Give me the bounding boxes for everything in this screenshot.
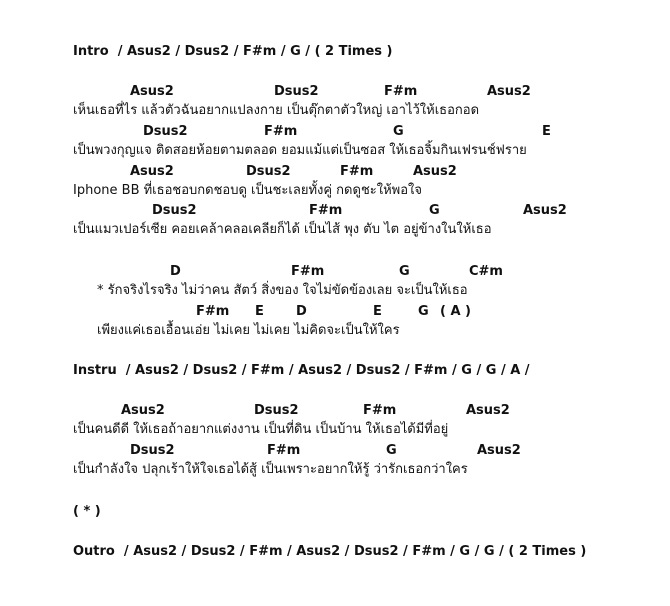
chord: Asus2	[121, 403, 165, 418]
chord: E	[542, 124, 551, 139]
chord: Dsus2	[143, 124, 188, 139]
lyric-line: เป็นกำลังใจ ปลุกเร้าให้ใจเธอได้สู้ เป็นเพราะอยากให้รู้ ว่ารักเธอกว่าใคร	[73, 462, 468, 477]
lyric-line: Iphone BB ที่เธอชอบกดชอบดู เป็นชะเลยทั้งคู่ กดดูชะให้พอใจ	[73, 183, 423, 198]
chord: F#m	[309, 203, 343, 218]
chord: F#m	[363, 403, 397, 418]
chord: E	[373, 304, 382, 319]
chord: Dsus2	[152, 203, 197, 218]
chord: F#m	[291, 264, 325, 279]
chord: Dsus2	[254, 403, 299, 418]
lyric-line: เห็นเธอที่ไร แล้วตัวฉันอยากแปลงกาย เป็นตุ๊กตาตัวใหญ่ เอาไว้ให้เธอกอด	[73, 103, 480, 118]
chord: G	[429, 203, 440, 218]
chord: Asus2	[466, 403, 510, 418]
intro-line: Intro / Asus2 / Dsus2 / F#m / G / ( 2 Times )	[73, 44, 393, 59]
chord: F#m	[384, 84, 418, 99]
chord: G	[399, 264, 410, 279]
chord: ( A )	[440, 304, 471, 319]
chord: Asus2	[130, 84, 174, 99]
lyric-line: เพียงแค่เธอเอื้อนเอ่ย ไม่เคย ไม่เคย ไม่คิดจะเป็นให้ใคร	[97, 323, 400, 338]
chord: Asus2	[477, 443, 521, 458]
chord: F#m	[340, 164, 374, 179]
chord: Dsus2	[130, 443, 175, 458]
chord: Dsus2	[246, 164, 291, 179]
outro-line: Outro / Asus2 / Dsus2 / F#m / Asus2 / Dsus2 / F#m / G / G / ( 2 Times )	[73, 544, 587, 559]
chorus-reference: ( * )	[73, 504, 101, 519]
chord: C#m	[469, 264, 503, 279]
chord: D	[296, 304, 307, 319]
lyric-line: * รักจริงไรจริง ไม่ว่าคน สัตว์ สิ่งของ ใจไม่ขัดข้องเลย จะเป็นให้เธอ	[97, 283, 468, 298]
lyric-line: เป็นคนดีดี ให้เธอถ้าอยากแต่งงาน เป็นที่ดิน เป็นบ้าน ให้เธอได้มีที่อยู่	[73, 422, 449, 437]
chord: G	[386, 443, 397, 458]
chord: Asus2	[130, 164, 174, 179]
chord: G	[418, 304, 429, 319]
instru-line: Instru / Asus2 / Dsus2 / F#m / Asus2 / Dsus2 / F#m / G / G / A /	[73, 363, 530, 378]
chord: Asus2	[487, 84, 531, 99]
chord: E	[255, 304, 264, 319]
chord: Asus2	[523, 203, 567, 218]
chord: G	[393, 124, 404, 139]
chord: F#m	[264, 124, 298, 139]
chord: D	[170, 264, 181, 279]
chord: F#m	[267, 443, 301, 458]
chord: Dsus2	[274, 84, 319, 99]
chord: F#m	[196, 304, 230, 319]
lyric-line: เป็นแมวเปอร์เซีย คอยเคล้าคลอเคลียก็ได้ เป็นไส้ พุง ตับ ไต อยู่ข้างในให้เธอ	[73, 222, 492, 237]
lyric-line: เป็นพวงกุญแจ ติดสอยห้อยตามตลอด ยอมแม้แต่เป็นซอส ให้เธอจิ้มกินเฟรนช์ฟราย	[73, 143, 527, 158]
chord: Asus2	[413, 164, 457, 179]
